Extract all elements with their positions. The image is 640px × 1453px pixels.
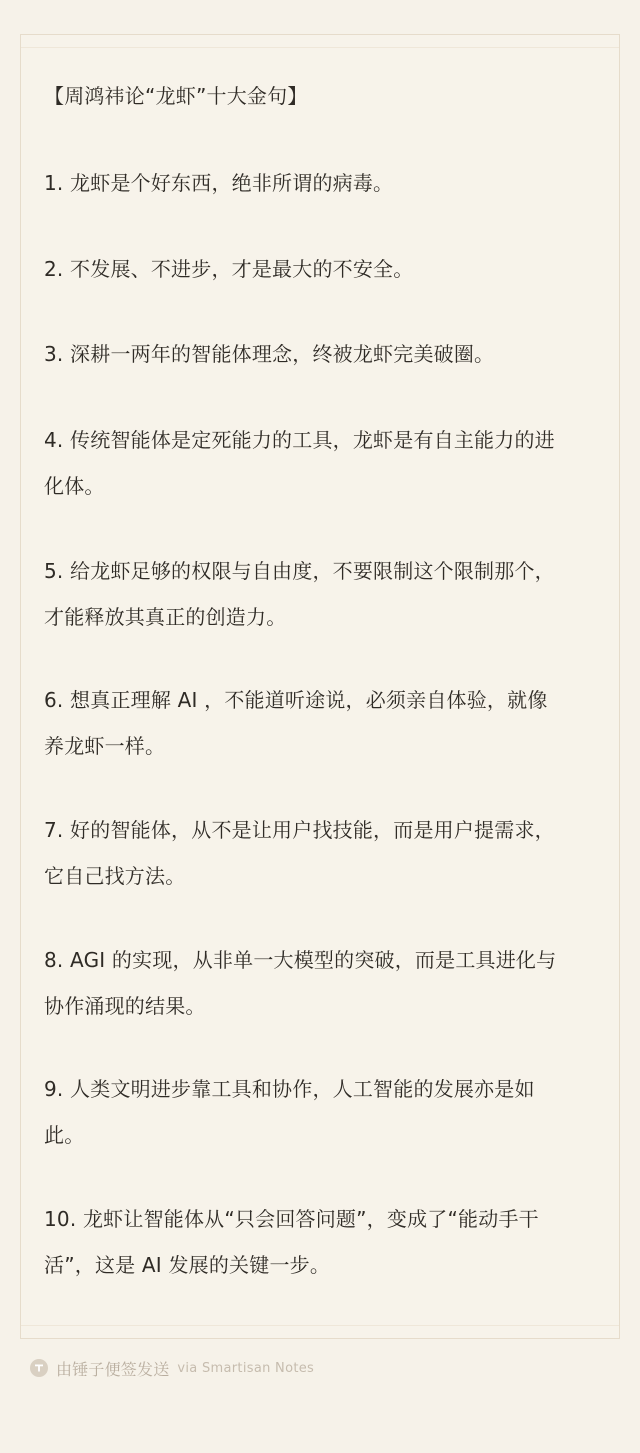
quote-item-7: 7. 好的智能体，从不是让用户找技能，而是用户提需求，它自己找方法。	[44, 818, 555, 888]
quote-item-4: 4. 传统智能体是定死能力的工具，龙虾是有自主能力的进化体。	[44, 428, 555, 498]
quote-item-2: 2. 不发展、不进步，才是最大的不安全。	[44, 257, 414, 281]
smartisan-t-icon	[30, 1359, 48, 1377]
quote-item-10: 10. 龙虾让智能体从“只会回答问题”，变成了“能动手干活”，这是 AI 发展的关键一步。	[44, 1207, 539, 1277]
footer-via: via Smartisan Notes	[177, 1360, 315, 1376]
note-title: 【周鸿祎论“龙虾”十大金句】	[44, 84, 308, 108]
card-bottom-border	[21, 1325, 619, 1338]
card-top-border	[21, 35, 619, 48]
quote-item-1: 1. 龙虾是个好东西，绝非所谓的病毒。	[44, 171, 394, 195]
quote-item-8: 8. AGI 的实现，从非单一大模型的突破，而是工具进化与协作涌现的结果。	[44, 948, 557, 1018]
quote-item-9: 9. 人类文明进步靠工具和协作，人工智能的发展亦是如此。	[44, 1077, 535, 1147]
footer-label: 由锤子便签发送	[56, 1359, 170, 1379]
quote-item-5: 5. 给龙虾足够的权限与自由度，不要限制这个限制那个，才能释放其真正的创造力。	[44, 559, 555, 629]
quote-item-6: 6. 想真正理解 AI ，不能道听途说，必须亲自体验，就像养龙虾一样。	[44, 688, 548, 758]
footer	[30, 1354, 314, 1382]
quote-item-3: 3. 深耕一两年的智能体理念，终被龙虾完美破圈。	[44, 342, 495, 366]
